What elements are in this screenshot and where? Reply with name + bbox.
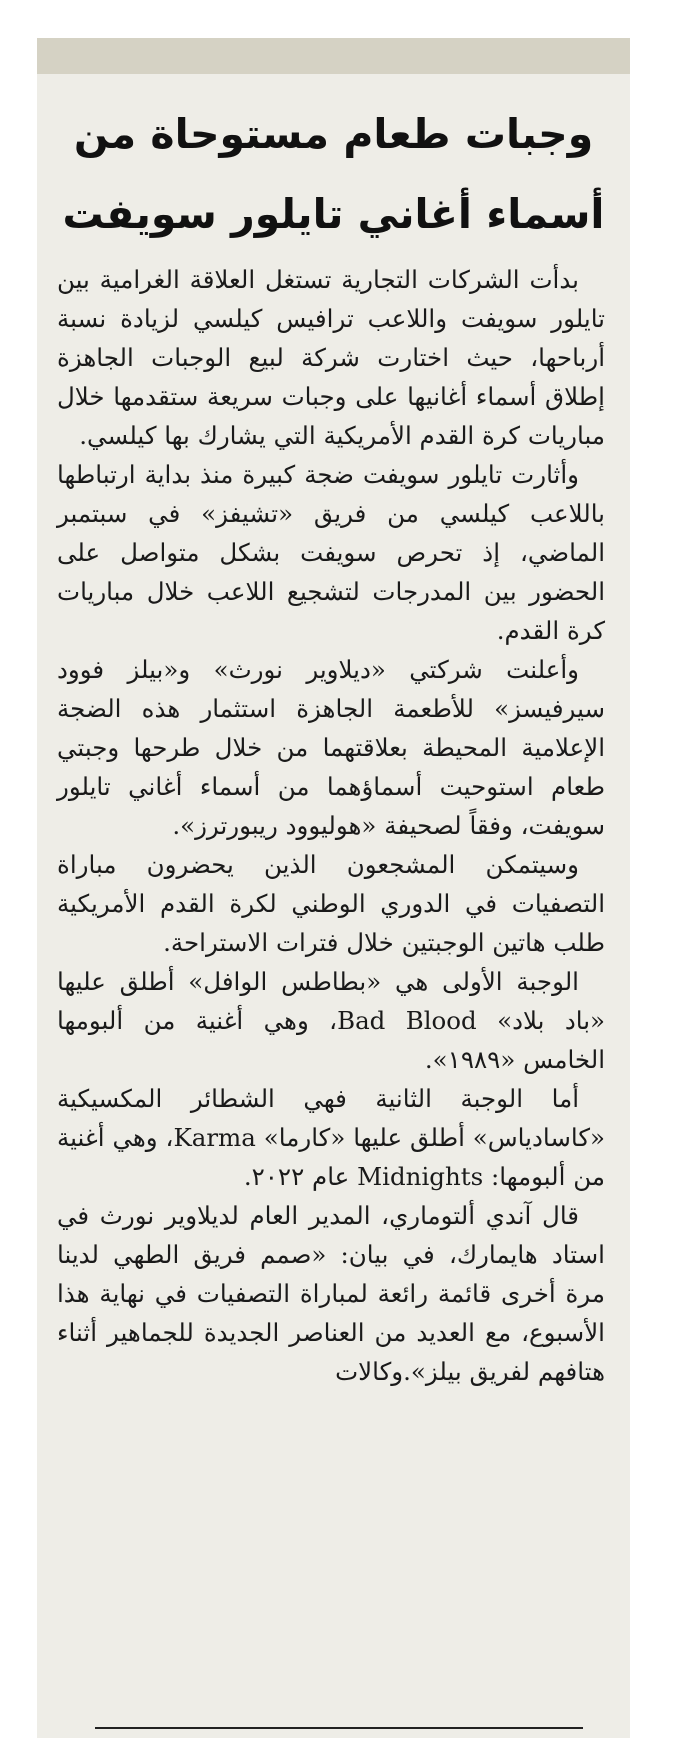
bottom-divider: [95, 1727, 583, 1729]
header-band: [37, 38, 630, 74]
paragraph-first-meal: الوجبة الأولى هي «بطاطس الوافل» أطلق عليها «باد بلاد» Bad Blood، وهي أغنية من ألبومها الخامس «١٩٨٩».: [57, 967, 605, 1074]
paragraph-second-meal: أما الوجبة الثانية فهي الشطائر المكسيكية «كاسادياس» أطلق عليها «كارما» Karma، وهي أغنية من ألبومها: Midnights عام ٢٠٢٢.: [57, 1084, 605, 1191]
paragraph-quote: قال آندي ألتوماري، المدير العام لديلاوير نورث في استاد هايمارك، في بيان: «صمم فريق الطهي لدينا مرة أخرى قائمة رائعة لمباراة التصفيات في نهاية هذا الأسبوع، مع العديد من العناصر الجديدة للجماهير أثناء هتافهم لفريق بيلز».وكالات: [57, 1201, 605, 1386]
headline-line-1: وجبات طعام مستوحاة من: [73, 110, 594, 158]
article-body: [37, 260, 630, 1391]
paragraph-intro: بدأت الشركات التجارية تستغل العلاقة الغرامية بين تايلور سويفت واللاعب ترافيس كيلسي لزيادة نسبة أرباحها، حيث اختارت شركة لبيع الوجبات الجاهزة إطلاق أسماء أغانيها على وجبات سريعة ستقدمها خلال مباريات كرة القدم الأمريكية التي يشارك بها كيلسي.: [57, 265, 605, 450]
article-card: [37, 38, 630, 1738]
headline-line-2: أسماء أغاني تايلور سويفت: [62, 190, 605, 238]
paragraph-fans: وسيتمكن المشجعون الذين يحضرون مباراة التصفيات في الدوري الوطني لكرة القدم الأمريكية طلب هاتين الوجبتين خلال فترات الاستراحة.: [57, 850, 605, 957]
article-headline: [37, 94, 630, 254]
paragraph-companies: وأعلنت شركتي «ديلاوير نورث» و«بيلز فوود سيرفيسز» للأطعمة الجاهزة استثمار هذه الضجة الإعلامية المحيطة بعلاقتهما من خلال طرحها وجبتي طعام استوحيت أسماؤهما من أسماء أغاني تايلور سويفت، وفقاً لصحيفة «هوليوود ريبورترز».: [57, 655, 605, 840]
paragraph-relationship: وأثارت تايلور سويفت ضجة كبيرة منذ بداية ارتباطها باللاعب كيلسي من فريق «تشيفز» في سبتمبر الماضي، إذ تحرص سويفت بشكل متواصل على الحضور بين المدرجات لتشجيع اللاعب خلال مباريات كرة القدم.: [57, 460, 605, 645]
